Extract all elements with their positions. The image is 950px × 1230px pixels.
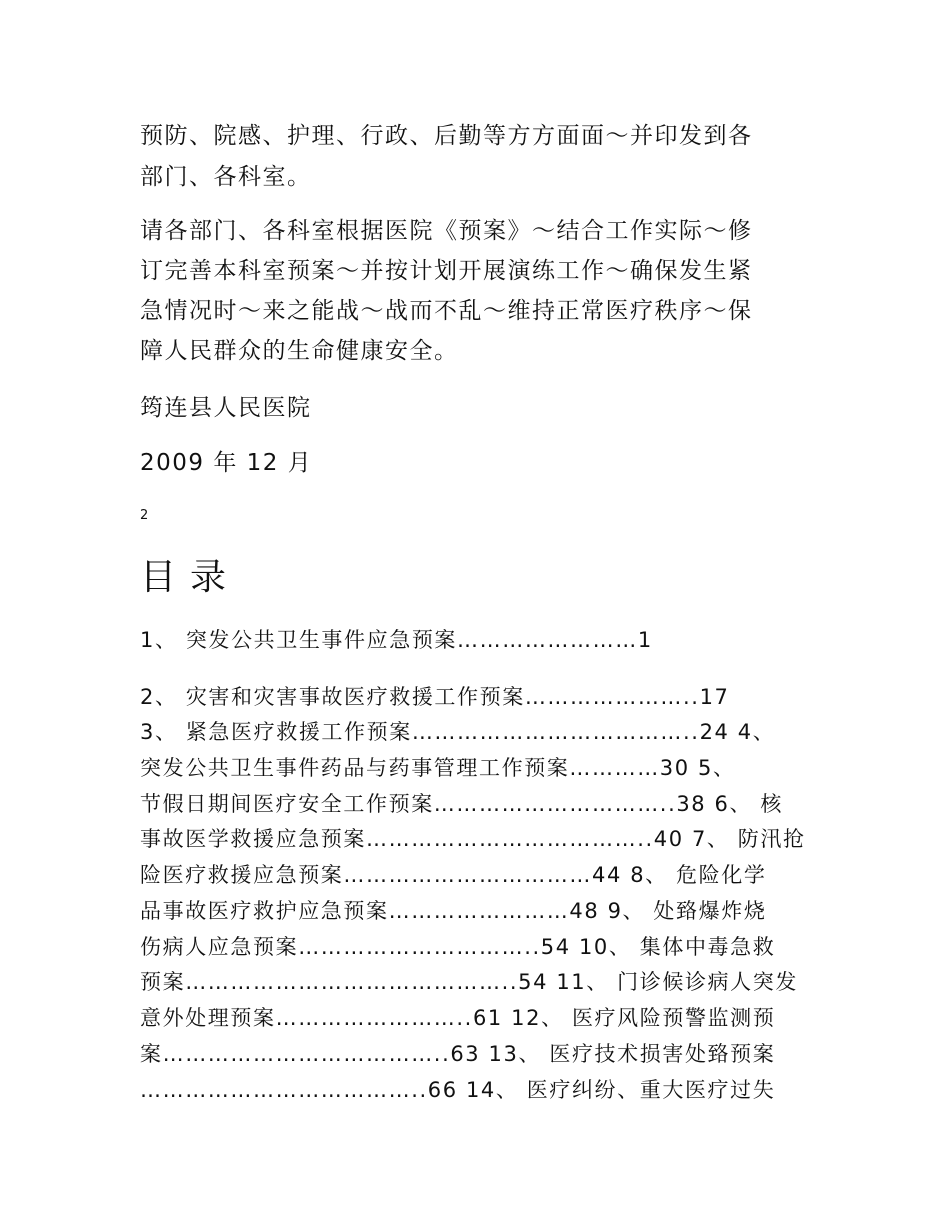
toc-line: 节假日期间医疗安全工作预案…………………………..38 6、 核	[140, 792, 783, 816]
intro-paragraph-2-line-2: 订完善本科室预案～并按计划开展演练工作～确保发生紧	[140, 258, 753, 284]
toc-line: 品事故医疗救护应急预案……………………48 9、 处臵爆炸烧	[140, 899, 767, 923]
toc-line: 3、 紧急医疗救援工作预案………………………………..24 4、	[140, 720, 776, 744]
page-number: 2	[140, 508, 149, 523]
toc-line: 险医疗救援应急预案……………………………44 8、 危险化学	[140, 863, 767, 887]
signature-hospital-name: 筠连县人民医院	[140, 395, 312, 421]
intro-paragraph-2-line-1: 请各部门、各科室根据医院《预案》～结合工作实际～修	[140, 218, 753, 244]
intro-paragraph-1-line-2: 部门、各科室。	[140, 164, 312, 190]
toc-line: 1、 突发公共卫生事件应急预案……………………1	[140, 628, 653, 652]
toc-line: 突发公共卫生事件药品与药事管理工作预案…………30 5、	[140, 756, 736, 780]
toc-line: 2、 灾害和灾害事故医疗救援工作预案…………………..17	[140, 685, 730, 709]
toc-line: 事故医学救援应急预案………………………………..40 7、 防汛抢	[140, 827, 806, 851]
signature-date: 2009 年 12 月	[140, 450, 313, 476]
intro-paragraph-2-line-3: 急情况时～来之能战～战而不乱～维持正常医疗秩序～保	[140, 298, 753, 324]
toc-line: ………………………………..66 14、 医疗纠纷、重大医疗过失	[140, 1078, 776, 1102]
intro-paragraph-2-line-4: 障人民群众的生命健康安全。	[140, 338, 459, 364]
toc-title: 目录	[140, 557, 241, 598]
toc-line: 伤病人应急预案…………………………..54 10、 集体中毒急救	[140, 935, 776, 959]
toc-line: 意外处理预案……………………..61 12、 医疗风险预警监测预	[140, 1006, 776, 1030]
toc-line: 案………………………………..63 13、 医疗技术损害处臵预案	[140, 1042, 776, 1066]
intro-paragraph-1-line-1: 预防、院感、护理、行政、后勤等方方面面～并印发到各	[140, 123, 753, 149]
toc-line: 预案……………………………………..54 11、 门诊候诊病人突发	[140, 970, 798, 994]
